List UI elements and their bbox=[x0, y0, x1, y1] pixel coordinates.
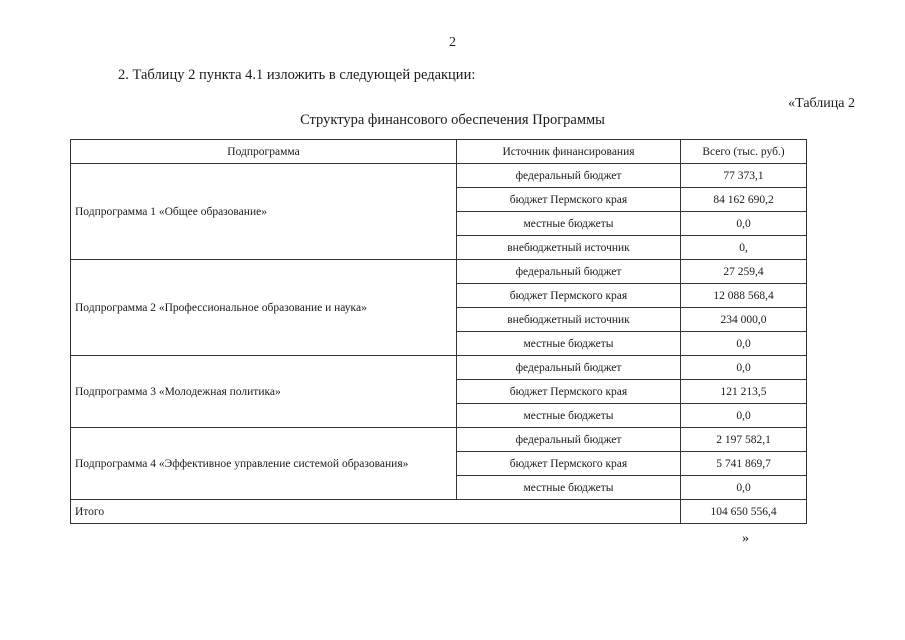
funding-amount: 0, bbox=[681, 236, 807, 260]
subprogram-name: Подпрограмма 4 «Эффективное управление системой образования» bbox=[71, 428, 457, 500]
table-row bbox=[71, 260, 807, 284]
table-row bbox=[71, 428, 807, 452]
funding-source: федеральный бюджет bbox=[457, 356, 681, 380]
funding-amount: 0,0 bbox=[681, 476, 807, 500]
table-header-row bbox=[71, 140, 807, 164]
header-subprogram: Подпрограмма bbox=[71, 140, 457, 164]
funding-source: бюджет Пермского края bbox=[457, 380, 681, 404]
table-reference: «Таблица 2 bbox=[788, 96, 855, 111]
funding-source: федеральный бюджет bbox=[457, 164, 681, 188]
subprogram-name: Подпрограмма 3 «Молодежная политика» bbox=[71, 356, 457, 428]
total-label: Итого bbox=[71, 500, 681, 524]
total-amount: 104 650 556,4 bbox=[681, 500, 807, 524]
subprogram-name: Подпрограмма 2 «Профессиональное образование и наука» bbox=[71, 260, 457, 356]
table-title: Структура финансового обеспечения Программы bbox=[300, 112, 605, 128]
page-number: 2 bbox=[449, 35, 456, 50]
funding-amount: 77 373,1 bbox=[681, 164, 807, 188]
funding-amount: 2 197 582,1 bbox=[681, 428, 807, 452]
funding-amount: 5 741 869,7 bbox=[681, 452, 807, 476]
funding-source: бюджет Пермского края bbox=[457, 188, 681, 212]
funding-source: бюджет Пермского края bbox=[457, 284, 681, 308]
funding-amount: 0,0 bbox=[681, 356, 807, 380]
table-body bbox=[71, 164, 807, 524]
table-row bbox=[71, 164, 807, 188]
funding-source: внебюджетный источник bbox=[457, 308, 681, 332]
funding-amount: 12 088 568,4 bbox=[681, 284, 807, 308]
funding-source: бюджет Пермского края bbox=[457, 452, 681, 476]
funding-amount: 121 213,5 bbox=[681, 380, 807, 404]
subprogram-name: Подпрограмма 1 «Общее образование» bbox=[71, 164, 457, 260]
funding-amount: 27 259,4 bbox=[681, 260, 807, 284]
table-row bbox=[71, 356, 807, 380]
header-source: Источник финансирования bbox=[457, 140, 681, 164]
funding-source: внебюджетный источник bbox=[457, 236, 681, 260]
financing-table bbox=[70, 139, 807, 524]
funding-source: местные бюджеты bbox=[457, 332, 681, 356]
funding-source: федеральный бюджет bbox=[457, 428, 681, 452]
funding-amount: 234 000,0 bbox=[681, 308, 807, 332]
intro-paragraph: 2. Таблицу 2 пункта 4.1 изложить в следующей редакции: bbox=[118, 67, 476, 83]
funding-amount: 0,0 bbox=[681, 404, 807, 428]
funding-source: местные бюджеты bbox=[457, 476, 681, 500]
funding-amount: 0,0 bbox=[681, 332, 807, 356]
funding-source: федеральный бюджет bbox=[457, 260, 681, 284]
funding-source: местные бюджеты bbox=[457, 212, 681, 236]
funding-amount: 84 162 690,2 bbox=[681, 188, 807, 212]
header-total: Всего (тыс. руб.) bbox=[681, 140, 807, 164]
total-row bbox=[71, 500, 807, 524]
closing-quote: » bbox=[742, 531, 749, 546]
funding-amount: 0,0 bbox=[681, 212, 807, 236]
funding-source: местные бюджеты bbox=[457, 404, 681, 428]
